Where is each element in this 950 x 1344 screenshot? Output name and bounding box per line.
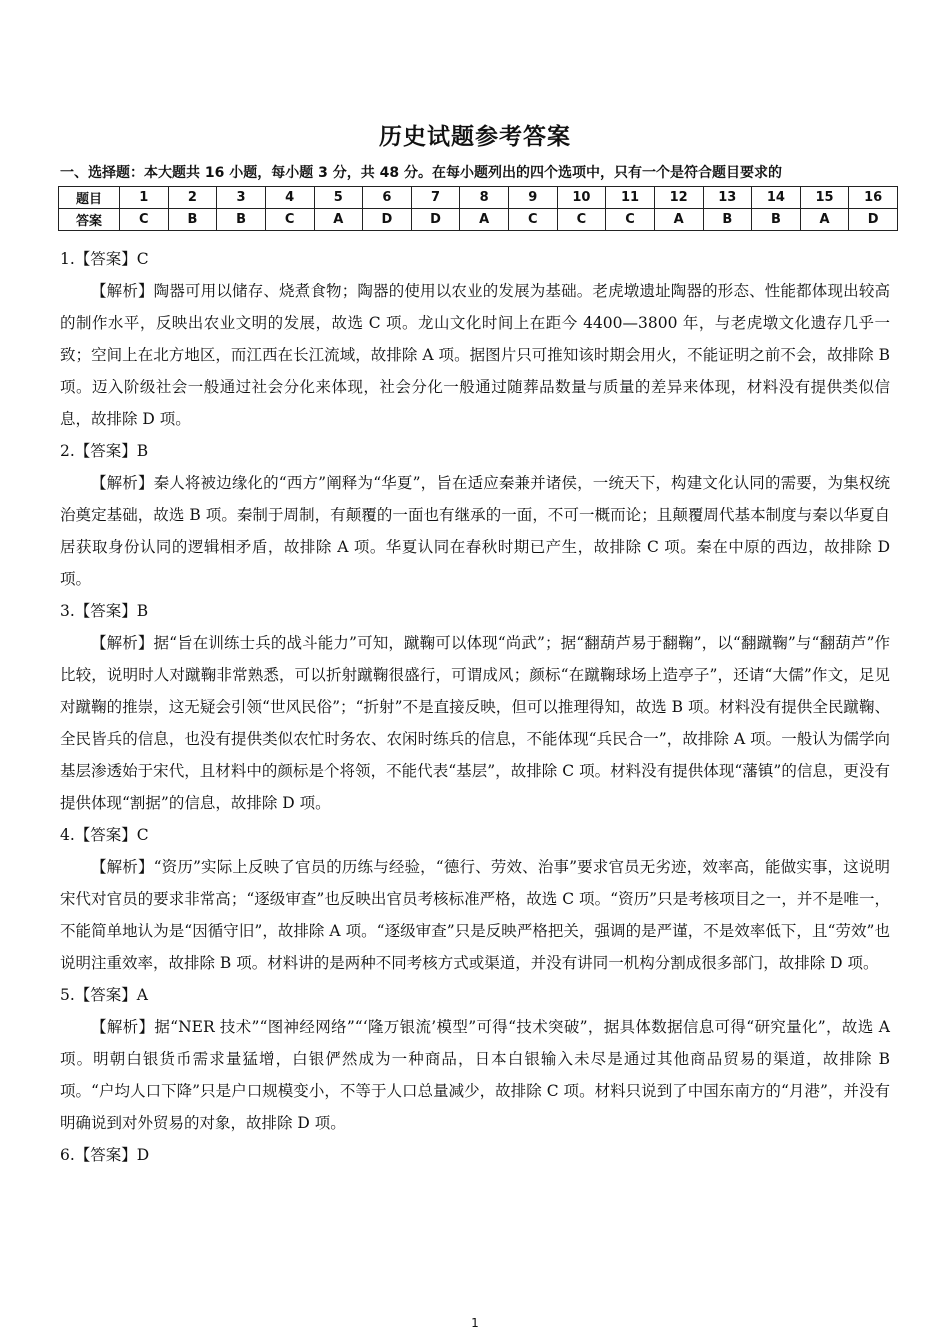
question-number: 5 [314, 187, 363, 209]
question-number: 9 [509, 187, 558, 209]
question-number: 7 [411, 187, 460, 209]
answer-table-answer-row [59, 209, 898, 231]
question-number: 11 [606, 187, 655, 209]
answer-line-6: 6.【答案】D [60, 1146, 150, 1164]
question-number: 10 [557, 187, 606, 209]
answer-line-1: 1.【答案】C [60, 250, 149, 268]
answer-cell: A [800, 209, 849, 231]
explanation-2: 【解析】秦人将被边缘化的“西方”阐释为“华夏”，旨在适应秦兼并诸侯，一统天下，构建文化认同的需要，为集权统治奠定基础，故选 B 项。秦制于周制，有颠覆的一面也有继承的一面，不可一概而论；且颠覆周代基本制度与秦以华夏自居获取身份认同的逻辑相矛盾，故排除 A 项。华夏认同在春秋时期已产生，故排除 C 项。秦在中原的西边，故排除 D 项。 [60, 474, 890, 588]
page-number: 1 [471, 1316, 479, 1330]
answer-table [58, 186, 898, 231]
question-number: 15 [800, 187, 849, 209]
answer-cell: A [460, 209, 509, 231]
answer-cell: B [217, 209, 266, 231]
page-title: 历史试题参考答案 [379, 124, 571, 150]
answer-line-2: 2.【答案】B [60, 442, 149, 460]
explanation-3: 【解析】据“旨在训练士兵的战斗能力”可知，蹴鞠可以体现“尚武”；据“翻葫芦易于翻鞠”，以“翻蹴鞠”与“翻葫芦”作比较，说明时人对蹴鞠非常熟悉，可以折射蹴鞠很盛行，可谓成风；颜标“在蹴鞠球场上造亭子”，还请“大儒”作文，足见对蹴鞠的推崇，这无疑会引领“世风民俗”；“折射”不是直接反映，但可以推理得知，故选 B 项。材料没有提供全民蹴鞠、全民皆兵的信息，也没有提供类似农忙时务农、农闲时练兵的信息，不能体现“兵民合一”，故排除 A 项。一般认为儒学向基层渗透始于宋代，且材料中的颜标是个将领，不能代表“基层”，故排除 C 项。材料没有提供体现“藩镇”的信息，更没有提供体现“割据”的信息，故排除 D 项。 [60, 634, 890, 812]
row-label-questions: 题目 [59, 187, 120, 209]
question-number: 8 [460, 187, 509, 209]
answer-cell: B [752, 209, 801, 231]
explanation-1: 【解析】陶器可用以储存、烧煮食物；陶器的使用以农业的发展为基础。老虎墩遗址陶器的形态、性能都体现出较高的制作水平，反映出农业文明的发展，故选 C 项。龙山文化时间上在距今 4400—3800 年，与老虎墩文化遗存几乎一致；空间上在北方地区，而江西在长江流域，故排除 A 项。据图片只可推知该时期会用火，不能证明之前不会，故排除 B 项。迈入阶级社会一般通过社会分化来体现，社会分化一般通过随葬品数量与质量的差异来体现，材料没有提供类似信息，故排除 D 项。 [60, 282, 890, 428]
answer-cell: D [411, 209, 460, 231]
answer-cell: C [509, 209, 558, 231]
question-number: 4 [265, 187, 314, 209]
answer-cell: A [314, 209, 363, 231]
answer-cell: A [654, 209, 703, 231]
question-number: 13 [703, 187, 752, 209]
question-number: 3 [217, 187, 266, 209]
explanation-4: 【解析】“资历”实际上反映了官员的历练与经验，“德行、劳效、治事”要求官员无劣迹，效率高，能做实事，这说明宋代对官员的要求非常高；“逐级审查”也反映出官员考核标准严格，故选 C 项。“资历”只是考核项目之一，并不是唯一，不能简单地认为是“因循守旧”，故排除 A 项。“逐级审查”只是反映严格把关，强调的是严谨，不是效率低下，且“劳效”也说明注重效率，故排除 B 项。材料讲的是两种不同考核方式或渠道，并没有讲同一机构分割成很多部门，故排除 D 项。 [60, 858, 890, 972]
answers-body [60, 243, 890, 1171]
question-number: 12 [654, 187, 703, 209]
question-number: 16 [849, 187, 898, 209]
answer-table-number-row [59, 187, 898, 209]
answer-cell: C [120, 209, 169, 231]
question-number: 1 [120, 187, 169, 209]
answer-cell: C [606, 209, 655, 231]
row-label-answers: 答案 [59, 209, 120, 231]
answer-cell: B [703, 209, 752, 231]
answer-cell: C [265, 209, 314, 231]
answer-line-5: 5.【答案】A [60, 986, 148, 1004]
answer-cell: B [168, 209, 217, 231]
section-heading: 一、选择题：本大题共 16 小题，每小题 3 分，共 48 分。在每小题列出的四个选项中，只有一个是符合题目要求的 [60, 165, 782, 181]
explanation-5: 【解析】据“NER 技术”“图神经网络”“‘隆万银流’模型”可得“技术突破”，据具体数据信息可得“研究量化”，故选 A 项。明朝白银货币需求量猛增，白银俨然成为一种商品，日本白银输入未尽是通过其他商品贸易的渠道，故排除 B 项。“户均人口下降”只是户口规模变小，不等于人口总量减少，故排除 C 项。材料只说到了中国东南方的“月港”，并没有明确说到对外贸易的对象，故排除 D 项。 [60, 1018, 890, 1132]
answer-cell: C [557, 209, 606, 231]
question-number: 2 [168, 187, 217, 209]
question-number: 6 [363, 187, 412, 209]
answer-cell: D [849, 209, 898, 231]
answer-line-3: 3.【答案】B [60, 602, 149, 620]
answer-line-4: 4.【答案】C [60, 826, 149, 844]
question-number: 14 [752, 187, 801, 209]
answer-cell: D [363, 209, 412, 231]
